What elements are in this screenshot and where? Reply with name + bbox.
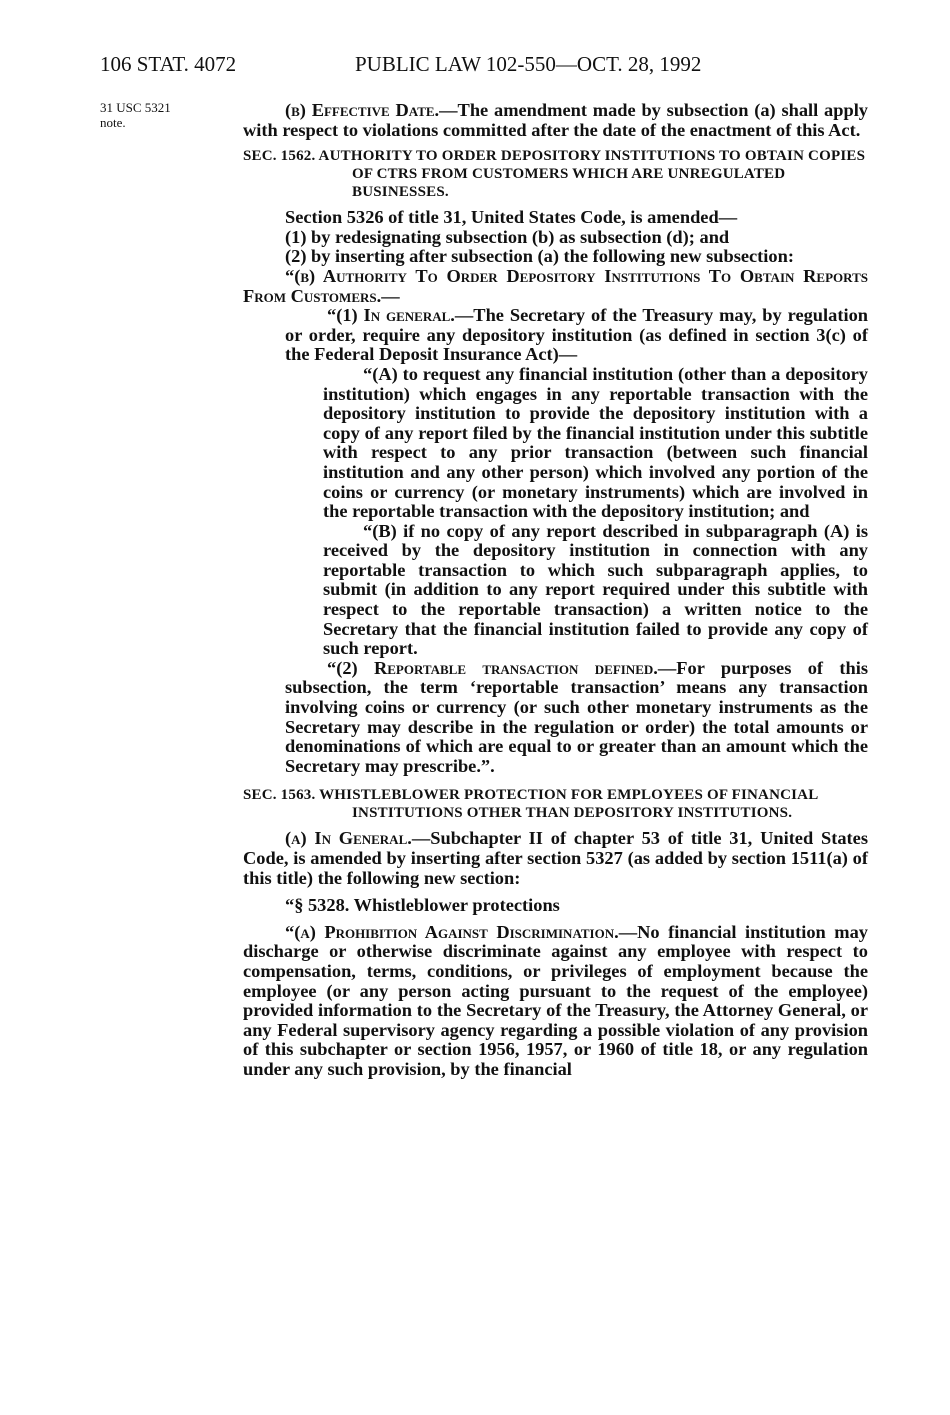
document-body xyxy=(243,101,868,1080)
effective-date-heading: (b) Effective Date. xyxy=(285,100,440,120)
subsection-b-heading: “(b) Authority To Order Depository Institutions To Obtain Reports From Customers. xyxy=(243,265,868,306)
effective-date-text: —The amendment made by subsection (a) shall apply with respect to violations committed after the date of the enactment of this Act. xyxy=(243,100,868,140)
effective-date-paragraph xyxy=(243,101,868,140)
section-5328-heading: “§ 5328. Whistleblower protections xyxy=(285,895,560,916)
prohibition-text: —No financial institution may discharge or otherwise discriminate against any employee with respect to compensation, terms, conditions, or privileges of employment because the employee (or any person acting pursuant to the request of the employee) provided information to the Secretary of the Treasury, the Attorney General, or any Federal supervisory agency regarding a possible violation of any provision of this subchapter or section 1956, 1957, or 1960 of title 18, or any regulation under any such provision, by the financial xyxy=(243,921,868,1079)
section-1562-item-2: (2) by inserting after subsection (a) the following new subsection: xyxy=(285,246,794,267)
paragraph-1-heading: “(1) In general. xyxy=(327,305,455,326)
paragraph-2 xyxy=(243,659,868,777)
subparagraph-a: “(A) to request any financial institution (other than a depository institution) which engages in any reportable transaction with the depository institution to provide the depository institution with a copy of any report filed by the financial institution under this subtitle with respect to any prior transaction (between such financial institution and any other person) which involved any portion of the coins or currency (or monetary instruments) which are involved in the reportable transaction with the depository institution; and xyxy=(323,363,868,522)
subparagraph-b: “(B) if no copy of any report described in subparagraph (A) is received by the depository institution in connection with any reportable transaction to which such subparagraph applies, to submit (in addition to any report required under this subtitle with respect to the reportable transaction) a written notice to the Secretary that the financial institution failed to provide any copy of such report. xyxy=(323,520,868,659)
paragraph-1 xyxy=(243,306,868,365)
section-1563-a-paragraph xyxy=(243,829,868,888)
margin-note xyxy=(100,100,171,130)
section-1562-intro: Section 5326 of title 31, United States Code, is amended— xyxy=(285,207,738,228)
section-1562-item-1: (1) by redesignating subsection (b) as subsection (d); and xyxy=(285,226,730,247)
public-law-citation: PUBLIC LAW 102-550—OCT. 28, 1992 xyxy=(355,52,702,76)
section-1563-a-heading: (a) In General. xyxy=(285,828,412,849)
statute-page-number: 106 STAT. 4072 xyxy=(100,52,237,76)
section-1563-a-text: —Subchapter II of chapter 53 of title 31, United States Code, is amended by inserting after section 5327 (as added by section 1511(a) of this title) the following new section: xyxy=(243,828,868,888)
margin-note-citation: 31 USC 5321 xyxy=(100,100,171,115)
margin-note-label: note. xyxy=(100,115,126,130)
prohibition-heading: “(a) Prohibition Against Discrimination. xyxy=(285,921,619,942)
subsection-b-dash: — xyxy=(381,285,400,306)
paragraph-2-text: —For purposes of this subsection, the term ‘reportable transaction’ means any transaction involving coins or currency (or such other monetary instruments as the Secretary may describe in the regulation or order) the total amounts or denominations of which are equal to or greater than an amount which the Secretary may prescribe.”. xyxy=(285,657,868,776)
subsection-b-heading-paragraph xyxy=(243,267,868,306)
section-1563-heading: SEC. 1563. WHISTLEBLOWER PROTECTION FOR EMPLOYEES OF FINANCIAL INSTITUTIONS OTHER THAN DEPOSITORY INSTITUTIONS. xyxy=(243,787,818,822)
paragraph-2-heading: “(2) Reportable transaction defined. xyxy=(327,657,658,678)
prohibition-paragraph xyxy=(243,923,868,1080)
paragraph-1-text: —The Secretary of the Treasury may, by regulation or order, require any depository institution (as defined in section 3(c) of the Federal Deposit Insurance Act)— xyxy=(285,305,868,365)
section-1562-heading: SEC. 1562. AUTHORITY TO ORDER DEPOSITORY INSTITUTIONS TO OBTAIN COPIES OF CTRS FROM CUSTOMERS WHICH ARE UNREGULATED BUSINESSES. xyxy=(243,148,866,201)
